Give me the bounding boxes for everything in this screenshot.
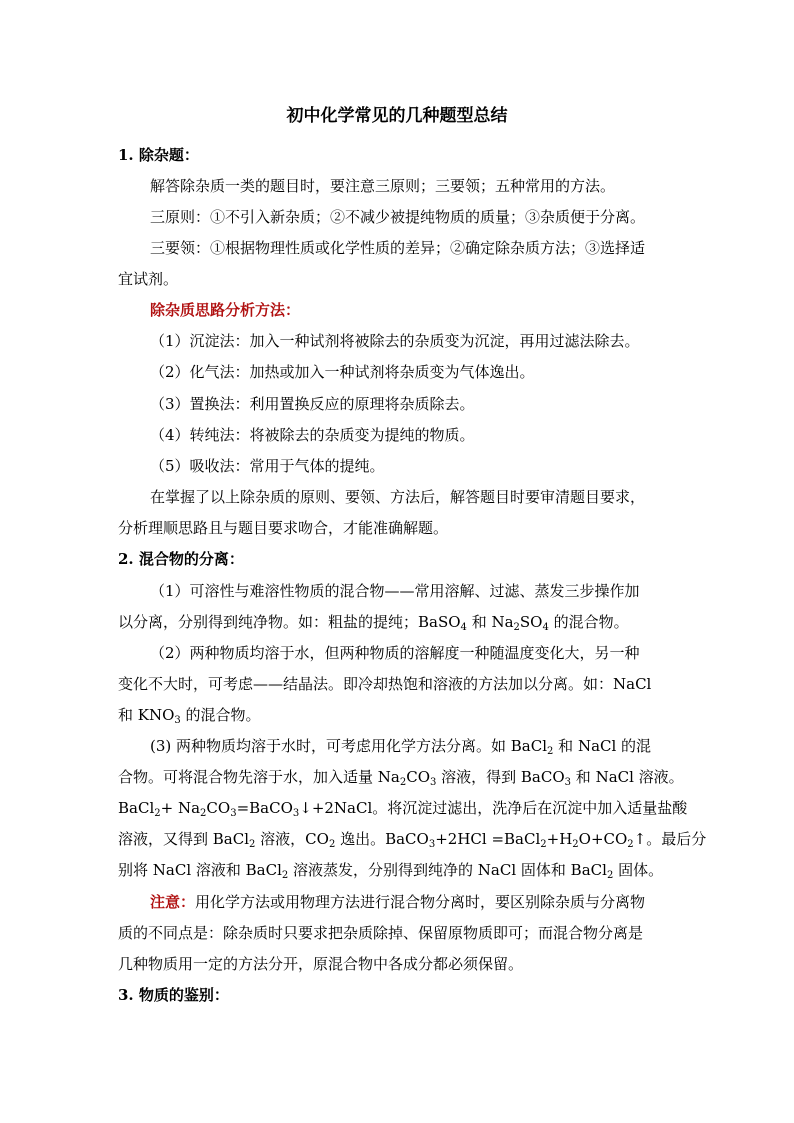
section2-p2-line3: 和 $KNO_3$ 的混合物。	[118, 706, 261, 726]
method-item: （3）置换法：利用置换反应的原理将杂质除去。	[150, 395, 475, 413]
section2-p2-line1: （2）两种物质均溶于水，但两种物质的溶解度一种随温度变化大，另一种	[150, 644, 640, 662]
section2-p1-line2: 以分离，分别得到纯净物。如：粗盐的提纯；BaSO$_4$ 和 $Na_2SO_4$ 的混合物。	[118, 613, 629, 633]
section1-heading: 1. 除杂题：	[118, 146, 199, 164]
section1-essentials-line1: 三要领：①根据物理性质或化学性质的差异；②确定除杂质方法；③选择适	[150, 239, 646, 257]
section1-principles: 三原则：①不引入新杂质；②不减少被提纯物质的质量；③杂质便于分离。	[150, 208, 646, 226]
section1-intro: 解答除杂质一类的题目时，要注意三原则；三要领；五种常用的方法。	[150, 177, 616, 195]
section2-p3-line4: 溶液，又得到 BaCl$_2$ 溶液，$CO_2$ 逸出。BaCO$_3$+2HCl $=BaCl_2+H_2O+CO_2↑$。最后分	[118, 830, 707, 850]
method-item: （1）沉淀法：加入一种试剂将被除去的杂质变为沉淀，再用过滤法除去。	[150, 332, 640, 350]
section1-summary-line1: 在掌握了以上除杂质的原则、要领、方法后，解答题目时要审清题目要求，	[150, 488, 646, 506]
section2-note-line3: 几种物质用一定的方法分开，原混合物中各成分都必须保留。	[118, 955, 524, 973]
method-item: （4）转纯法：将被除去的杂质变为提纯的物质。	[150, 426, 475, 444]
section2-p3-line5: 别将 NaCl 溶液和 BaCl$_2$ 溶液蒸发，分别得到纯净的 NaCl 固体和 BaCl$_2$ 固体。	[118, 861, 664, 881]
section2-p3-line3: BaCl$_2$+ $Na_2CO_3=BaCO_3↓+2NaCl$。将沉淀过滤出，洗净后在沉淀中加入适量盐酸	[118, 799, 688, 819]
section1-summary-line2: 分析理顺思路且与题目要求吻合，才能准确解题。	[118, 519, 449, 537]
page-title: 初中化学常见的几种题型总结	[286, 106, 508, 126]
methods-heading: 除杂质思路分析方法：	[150, 301, 301, 319]
section3-heading: 3. 物质的鉴别：	[118, 986, 229, 1004]
section2-p3-line2: 合物。可将混合物先溶于水，加入适量 $Na_2CO_3$ 溶液，得到 BaCO$_3$ 和 NaCl 溶液。	[118, 768, 684, 788]
section2-note-line1: 注意：用化学方法或用物理方法进行混合物分离时，要区别除杂质与分离物	[150, 893, 646, 911]
section2-heading: 2. 混合物的分离：	[118, 550, 244, 568]
section2-p3-line1: (3) 两种物质均溶于水时，可考虑用化学方法分离。如 BaCl$_2$ 和 NaCl 的混	[150, 737, 652, 757]
method-item: （5）吸收法：常用于气体的提纯。	[150, 457, 385, 475]
section2-p2-line2: 变化不大时，可考虑——结晶法。即冷却热饱和溶液的方法加以分离。如：NaCl	[118, 675, 652, 693]
method-item: （2）化气法：加热或加入一种试剂将杂质变为气体逸出。	[150, 363, 535, 381]
section2-p1-line1: （1）可溶性与难溶性物质的混合物——常用溶解、过滤、蒸发三步操作加	[150, 582, 640, 600]
section2-note-line2: 质的不同点是：除杂质时只要求把杂质除掉、保留原物质即可；而混合物分离是	[118, 924, 644, 942]
note-label: 注意：	[150, 893, 196, 911]
section1-essentials-line2: 宜试剂。	[118, 270, 179, 288]
